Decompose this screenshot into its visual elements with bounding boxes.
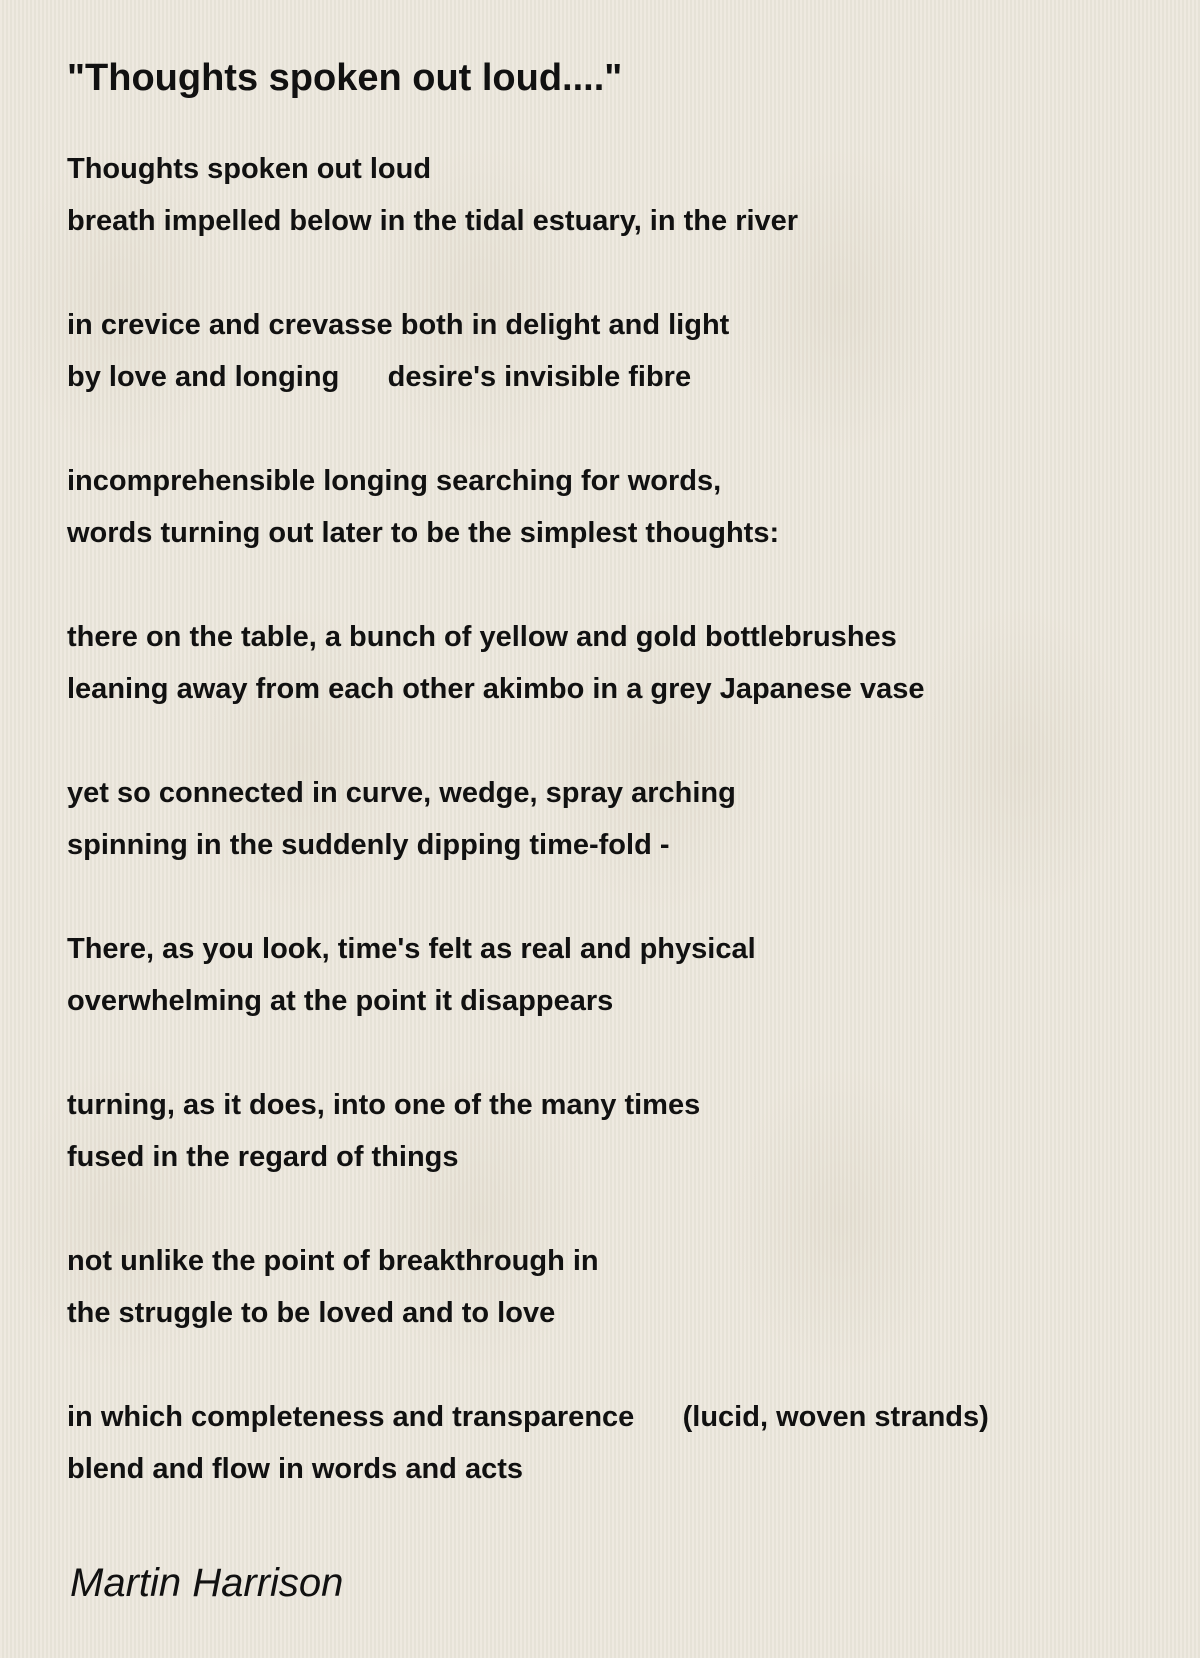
poem-line: the struggle to be loved and to love (67, 1297, 556, 1329)
poem-line: Thoughts spoken out loud (67, 153, 432, 185)
poem-line: yet so connected in curve, wedge, spray arching (67, 777, 736, 809)
poem-page (67, 50, 1177, 1495)
stanza-4 (67, 611, 1177, 715)
stanza-2 (67, 299, 1177, 403)
poem-title: "Thoughts spoken out loud...." (67, 57, 623, 99)
poem-line: There, as you look, time's felt as real and physical (67, 933, 756, 965)
poem-line: leaning away from each other akimbo in a grey Japanese vase (67, 673, 925, 705)
poem-line: there on the table, a bunch of yellow and gold bottlebrushes (67, 621, 897, 653)
poem-line: by love and longing desire's invisible fibre (67, 361, 692, 393)
stanza-8 (67, 1235, 1177, 1339)
stanza-5 (67, 767, 1177, 871)
poem-line: blend and flow in words and acts (67, 1453, 523, 1485)
stanza-9 (67, 1391, 1177, 1495)
poem-line: in which completeness and transparence (lucid, woven strands) (67, 1401, 989, 1433)
poem-line: turning, as it does, into one of the many times (67, 1089, 701, 1121)
poem-author: Martin Harrison (70, 1561, 344, 1605)
poem-line: words turning out later to be the simplest thoughts: (67, 517, 780, 549)
poem-line: fused in the regard of things (67, 1141, 459, 1173)
poem-body (67, 143, 1177, 1495)
stanza-6 (67, 923, 1177, 1027)
stanza-3 (67, 455, 1177, 559)
stanza-1 (67, 143, 1177, 247)
poem-line: incomprehensible longing searching for words, (67, 465, 722, 497)
stanza-7 (67, 1079, 1177, 1183)
poem-line: in crevice and crevasse both in delight and light (67, 309, 730, 341)
poem-line: spinning in the suddenly dipping time-fold - (67, 829, 670, 861)
poem-line: breath impelled below in the tidal estuary, in the river (67, 205, 799, 237)
poem-line: overwhelming at the point it disappears (67, 985, 614, 1017)
poem-line: not unlike the point of breakthrough in (67, 1245, 599, 1277)
